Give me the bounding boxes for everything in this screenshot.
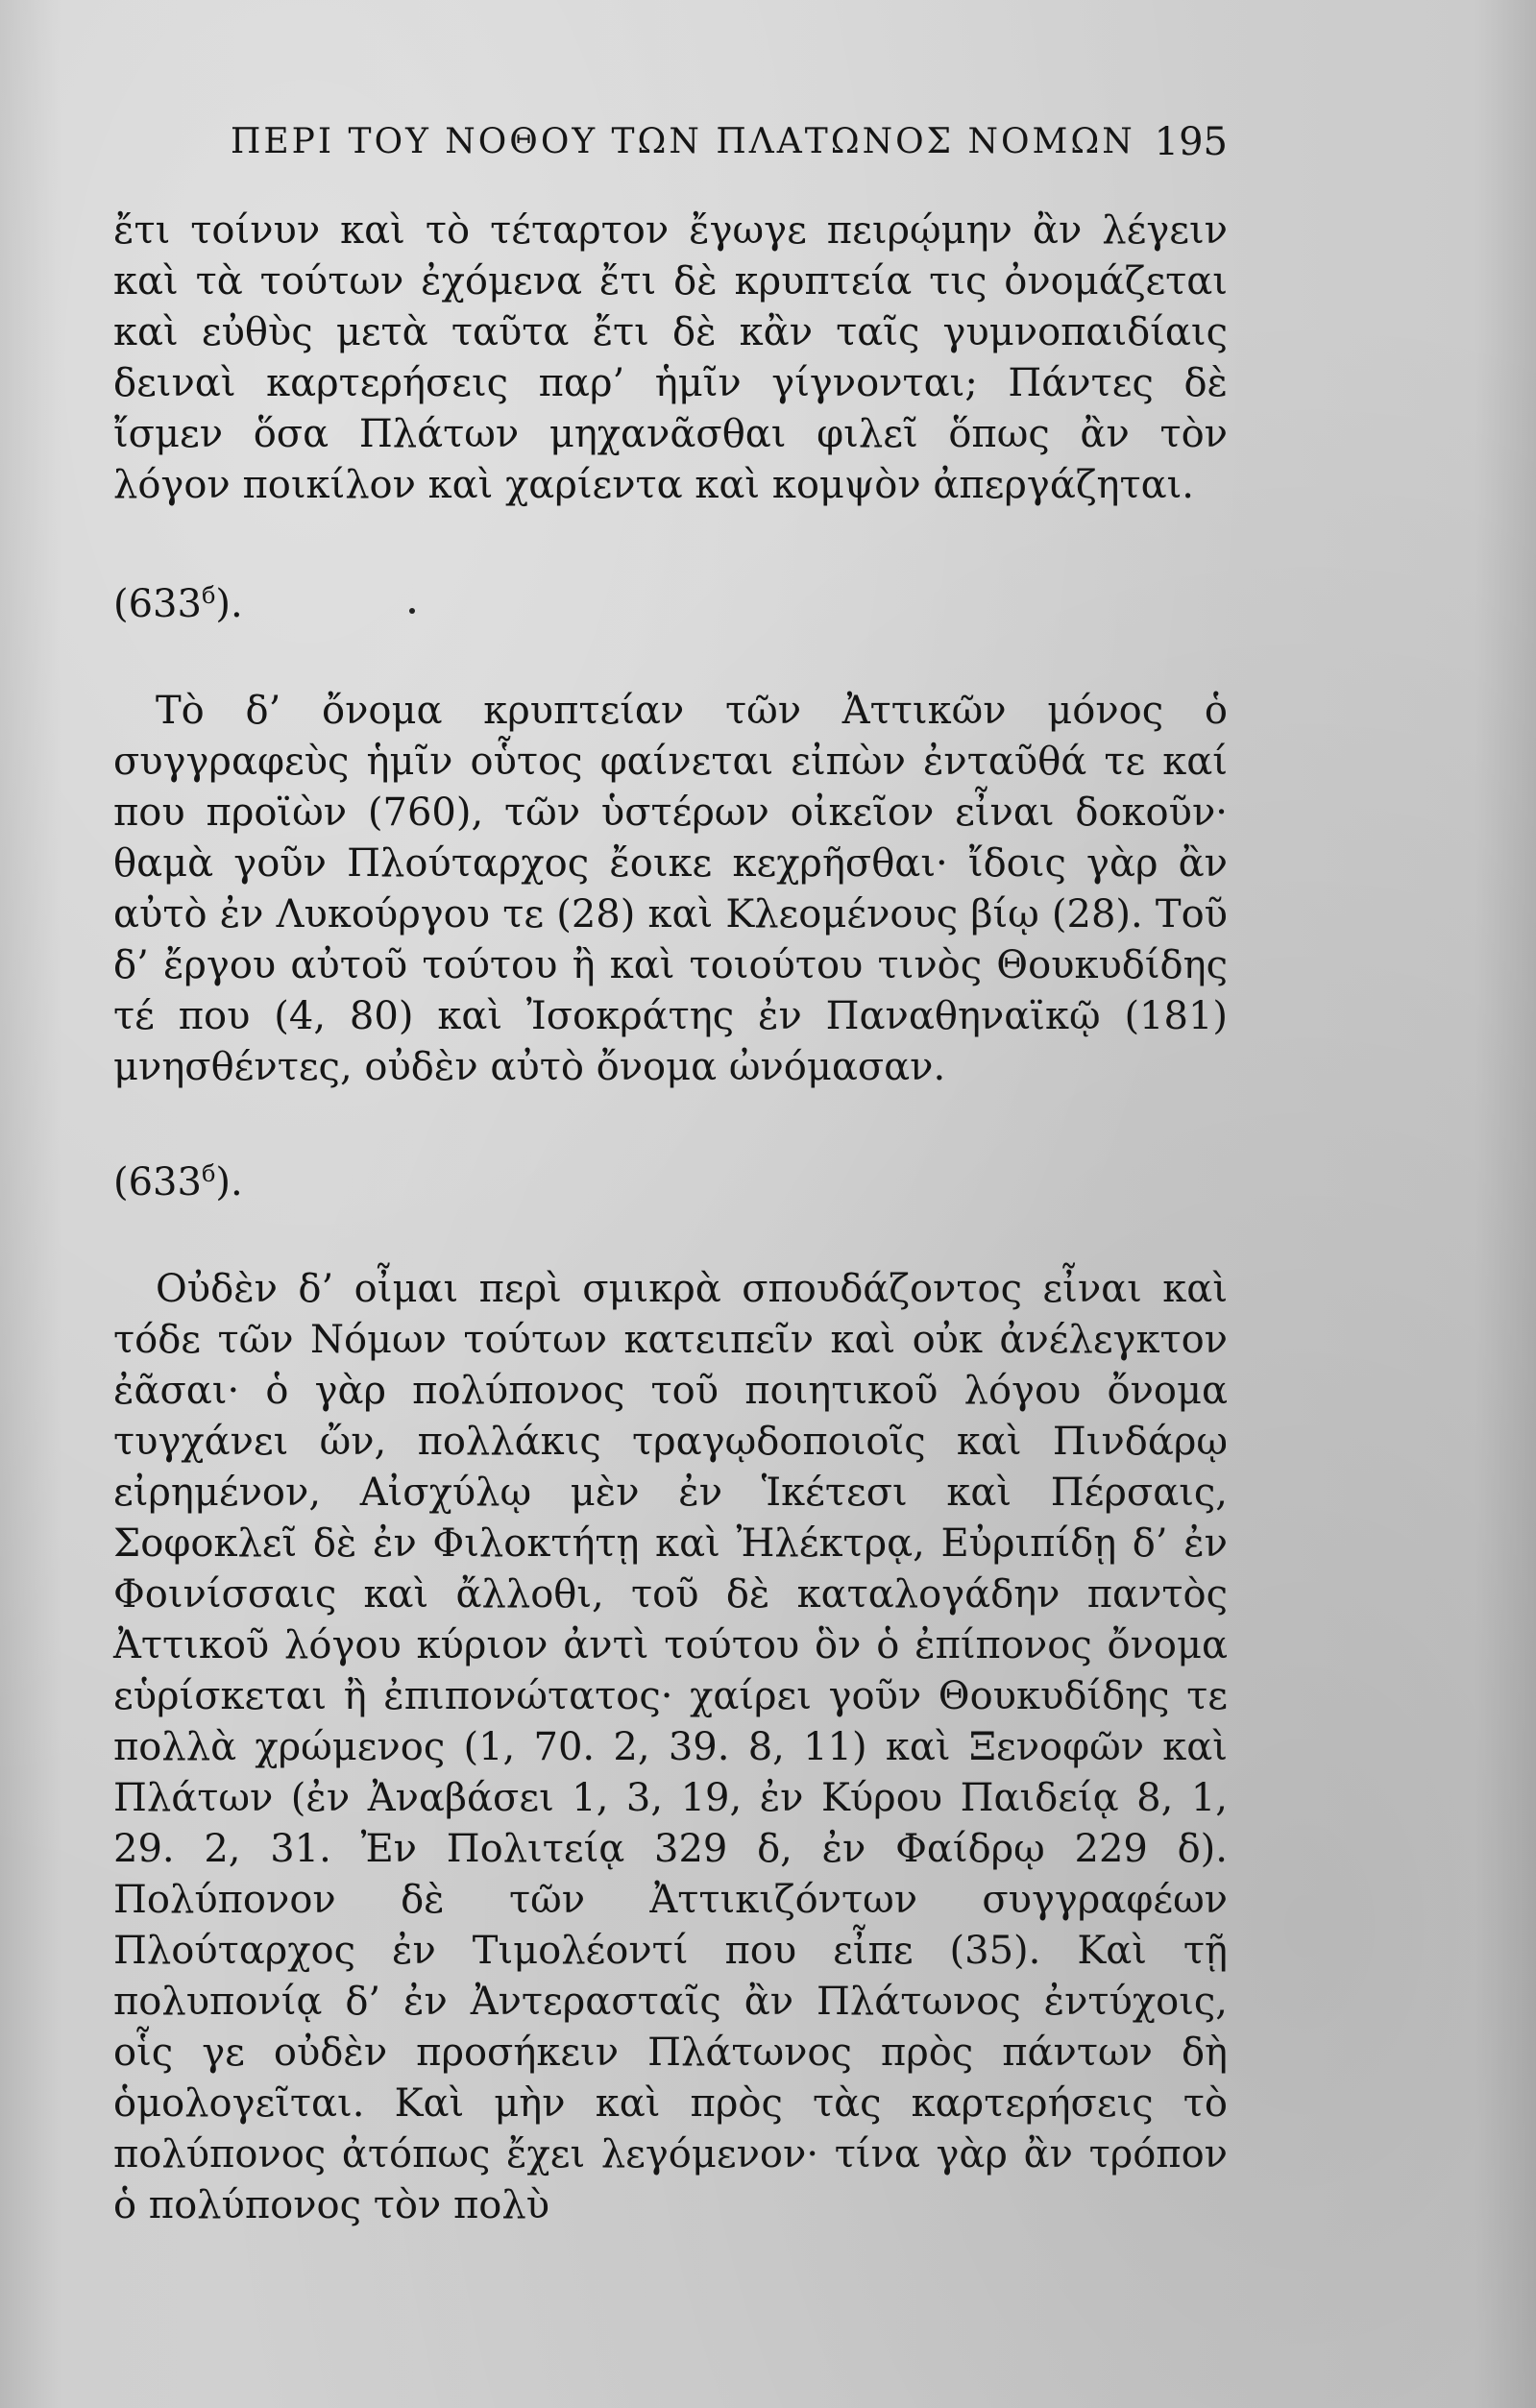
reference-2-close: ). [215, 1160, 243, 1204]
ink-speck [409, 608, 415, 614]
reference-1-close: ). [215, 582, 243, 626]
reference-1-open: (633 [113, 582, 202, 626]
reference-1-sup: б [201, 582, 216, 609]
reference-2 [113, 1149, 1228, 1208]
paragraph-2: Τὸ δ’ ὄνομα κρυπτείαν τῶν Ἀττικῶν μόνος ὁ συγγραφεὺς ἡμῖν οὗτος φαίνεται εἰπὼν ἐνταῦθά τε καί που προϊὼν (760), τῶν ὑστέρων οἰκεῖον εἶναι δοκοῦν· θαμὰ γοῦν Πλούταρχος ἔοικε κεχρῆσθαι· ἴδοις γὰρ ἂν αὐτὸ ἐν Λυκούργου τε (28) καὶ Κλεομένους βίῳ (28). Τοῦ δ’ ἔργου αὐτοῦ τούτου ἢ καὶ τοιούτου τινὸς Θουκυδίδης τέ που (4, 80) καὶ Ἰσοκράτης ἐν Παναθηναϊκῷ (181) μνησθέντες, οὐδὲν αὐτὸ ὄνομα ὠνόμασαν. [113, 689, 1228, 1089]
reference-1 [113, 571, 1228, 630]
page-number: 195 [1154, 120, 1228, 164]
running-head [113, 113, 1228, 171]
reference-2-open: (633 [113, 1160, 202, 1204]
text-block [113, 113, 1228, 2231]
paragraph-3: Οὐδὲν δ’ οἶμαι περὶ σμικρὰ σπουδάζοντος εἶναι καὶ τόδε τῶν Νόμων τούτων κατειπεῖν καὶ οὐκ ἀνέλεγκτον ἐᾶσαι· ὁ γὰρ πολύπονος τοῦ ποιητικοῦ λόγου ὄνομα τυγχάνει ὤν, πολλάκις τραγῳδοποιοῖς καὶ Πινδάρῳ εἰρημένον, Αἰσχύλῳ μὲν ἐν Ἱκέτεσι καὶ Πέρσαις, Σοφοκλεῖ δὲ ἐν Φιλοκτήτῃ καὶ Ἠλέκτρᾳ, Εὐριπίδῃ δ’ ἐν Φοινίσσαις καὶ ἄλλοθι, τοῦ δὲ καταλογάδην παντὸς Ἀττικοῦ λόγου κύριον ἀντὶ τούτου ὃν ὁ ἐπίπονος ὄνομα εὑρίσκεται ἢ ἐπιπονώτατος· χαίρει γοῦν Θουκυδίδης τε πολλὰ χρώμενος (1, 70. 2, 39. 8, 11) καὶ Ξενοφῶν καὶ Πλάτων (ἐν Ἀναβάσει 1, 3, 19, ἐν Κύρου Παιδείᾳ 8, 1, 29. 2, 31. Ἐν Πολιτείᾳ 329 δ, ἐν Φαίδρῳ 229 δ). Πολύπονον δὲ τῶν Ἀττικιζόντων συγγραφέων Πλούταρχος ἐν Τιμολέοντί που εἶπε (35). Καὶ τῇ πολυπονίᾳ δ’ ἐν Ἀντερασταῖς ἂν Πλάτωνος ἐντύχοις, οἷς γε οὐδὲν προσήκειν Πλάτωνος πρὸς πάντων δὴ ὁμολογεῖται. Καὶ μὴν καὶ πρὸς τὰς καρτερήσεις τὸ πολύπονος ἀτόπως ἔχει λεγόμενον· τίνα γὰρ ἂν τρόπον ὁ πολύπονος τὸν πολὺ [113, 1267, 1228, 2227]
reference-2-sup: б [201, 1160, 216, 1187]
paragraph-1: ἔτι τοίνυν καὶ τὸ τέταρτον ἔγωγε πειρῴμην ἂν λέγειν καὶ τὰ τούτων ἐχόμενα ἔτι δὲ κρυπτεία τις ὀνομάζεται καὶ εὐθὺς μετὰ ταῦτα ἔτι δὲ κἂν ταῖς γυμνοπαιδίαις δειναὶ καρτερήσεις παρ’ ἡμῖν γίγνονται; Πάντες δὲ ἴσμεν ὅσα Πλάτων μηχανᾶσθαι φιλεῖ ὅπως ἂν τὸν λόγον ποικίλον καὶ χαρίεντα καὶ κομψὸν ἀπεργάζηται. [113, 208, 1228, 507]
running-title: ΠΕΡΙ ΤΟΥ ΝΟΘΟΥ ΤΩΝ ΠΛΑΤΩΝΟΣ ΝΟΜΩΝ [231, 122, 1135, 161]
